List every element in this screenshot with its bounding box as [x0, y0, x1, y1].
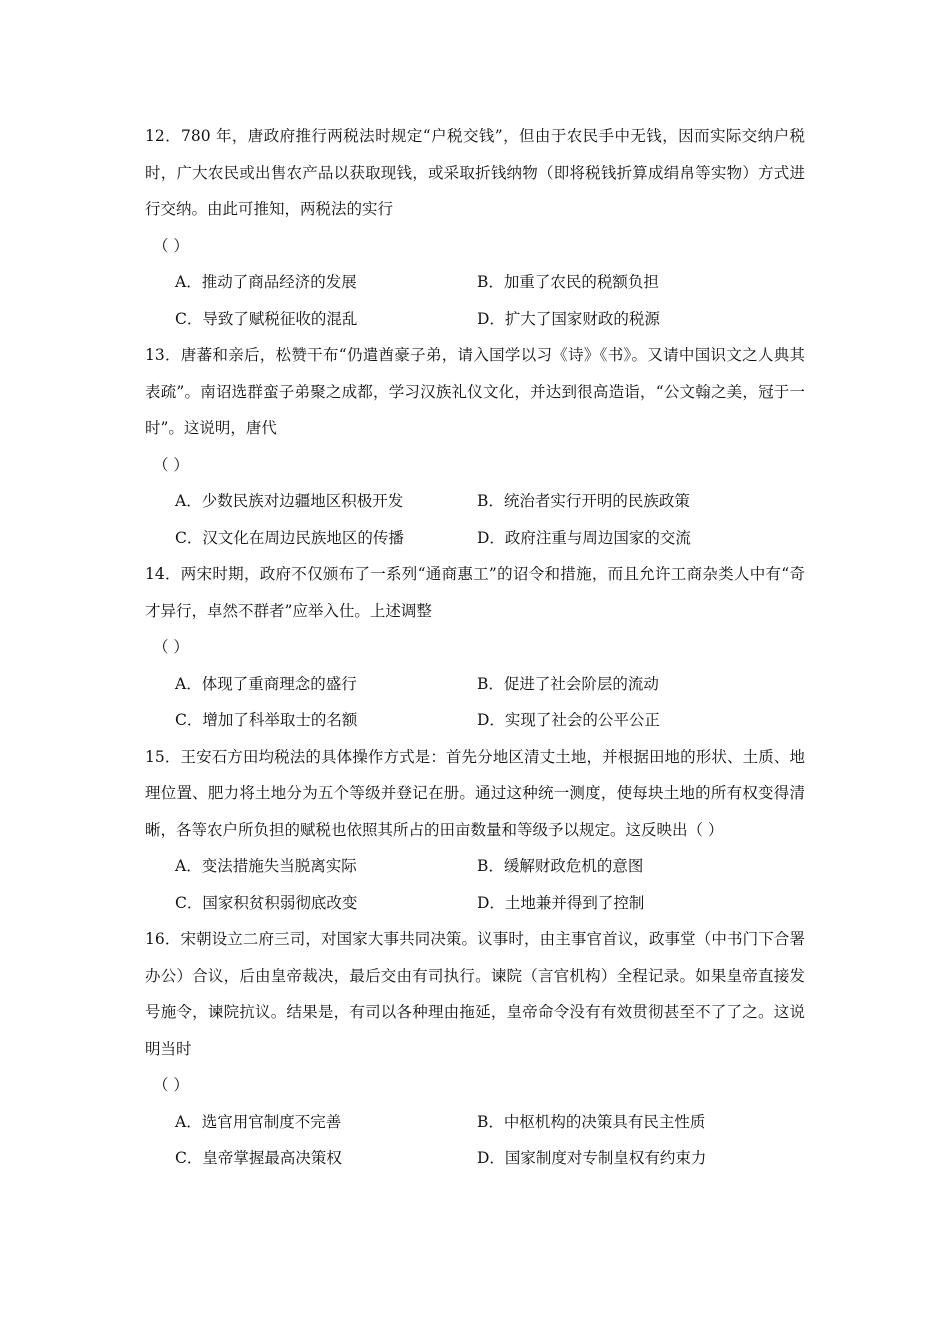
option-c: C．皇帝掌握最高决策权	[175, 1149, 342, 1167]
option-d: D．实现了社会的公平公正	[477, 711, 660, 729]
option-b: B．中枢机构的决策具有民主性质	[477, 1112, 706, 1131]
answer-blank: （ ）	[153, 455, 189, 474]
question-stem: 14．两宋时期，政府不仅颁布了一系列“通商惠工”的诏令和措施，而且允许工商杂类人中有“奇才异行，卓然不群者”应举入仕。上述调整	[145, 565, 805, 620]
answer-blank: （ ）	[153, 638, 189, 656]
option-a: A．少数民族对边疆地区积极开发	[175, 492, 404, 510]
option-b: B．统治者实行开明的民族政策	[477, 492, 690, 510]
option-a: A．选官用官制度不完善	[175, 1112, 342, 1131]
option-a: A．变法措施失当脱离实际	[175, 857, 357, 875]
option-a: A．体现了重商理念的盛行	[175, 674, 357, 693]
question-stem: 15．王安石方田均税法的具体操作方式是：首先分地区清丈土地，并根据田地的形状、土质、地理位置、肥力将土地分为五个等级并登记在册。通过这种统一测度，使每块土地的所有权变得清晰，各等农户所负担的赋税也依照其所占的田亩数量和等级予以规定。这反映出（ ）	[145, 747, 805, 839]
question-13	[145, 337, 805, 556]
question-15	[145, 739, 805, 922]
option-d: D．扩大了国家财政的税源	[477, 309, 660, 328]
question-stem: 16．宋朝设立二府三司，对国家大事共同决策。议事时，由主事官首议，政事堂（中书门下合署办公）合议，后由皇帝裁决，最后交由有司执行。谏院（言官机构）全程记录。如果皇帝直接发号施令，谏院抗议。结果是，有司以各种理由拖延，皇帝命令没有有效贯彻甚至不了了之。这说明当时	[145, 930, 805, 1058]
question-list	[145, 118, 805, 1177]
option-row	[145, 520, 805, 557]
option-a: A．推动了商品经济的发展	[175, 273, 357, 291]
option-row	[145, 1140, 805, 1177]
option-b: B．促进了社会阶层的流动	[477, 674, 659, 693]
question-16	[145, 921, 805, 1177]
option-row	[145, 264, 805, 301]
option-c: C．汉文化在周边民族地区的传播	[175, 528, 404, 547]
option-c: C．增加了科举取士的名额	[175, 711, 358, 729]
question-stem: 12．780 年，唐政府推行两税法时规定“户税交钱”，但由于农民手中无钱，因而实际交纳户税时，广大农民或出售农产品以获取现钱，或采取折钱纳物（即将税钱折算成绢帛等实物）方式进行交纳。由此可推知，两税法的实行	[145, 127, 805, 218]
option-row	[145, 702, 805, 739]
answer-blank: （ ）	[153, 236, 189, 255]
option-c: C．导致了赋税征收的混乱	[175, 309, 358, 328]
option-row	[145, 848, 805, 885]
option-d: D．土地兼并得到了控制	[477, 893, 645, 912]
question-14	[145, 556, 805, 739]
option-b: B．缓解财政危机的意图	[477, 857, 644, 875]
question-stem: 13．唐蕃和亲后，松赞干布“仍遣酋豪子弟，请入国学以习《诗》《书》。又请中国识文之人典其表疏”。南诏选群蛮子弟聚之成都，学习汉族礼仪文化，并达到很高造诣，“公文翰之美，冠于一时”。这说明，唐代	[145, 346, 805, 437]
question-12	[145, 118, 805, 337]
option-row	[145, 301, 805, 338]
option-row	[145, 885, 805, 922]
option-row	[145, 483, 805, 520]
option-d: D．国家制度对专制皇权有约束力	[477, 1149, 707, 1167]
option-row	[145, 666, 805, 703]
option-d: D．政府注重与周边国家的交流	[477, 528, 691, 547]
answer-blank: （ ）	[153, 1076, 189, 1094]
option-c: C．国家积贫积弱彻底改变	[175, 893, 358, 912]
option-b: B．加重了农民的税额负担	[477, 273, 659, 291]
option-row	[145, 1104, 805, 1141]
